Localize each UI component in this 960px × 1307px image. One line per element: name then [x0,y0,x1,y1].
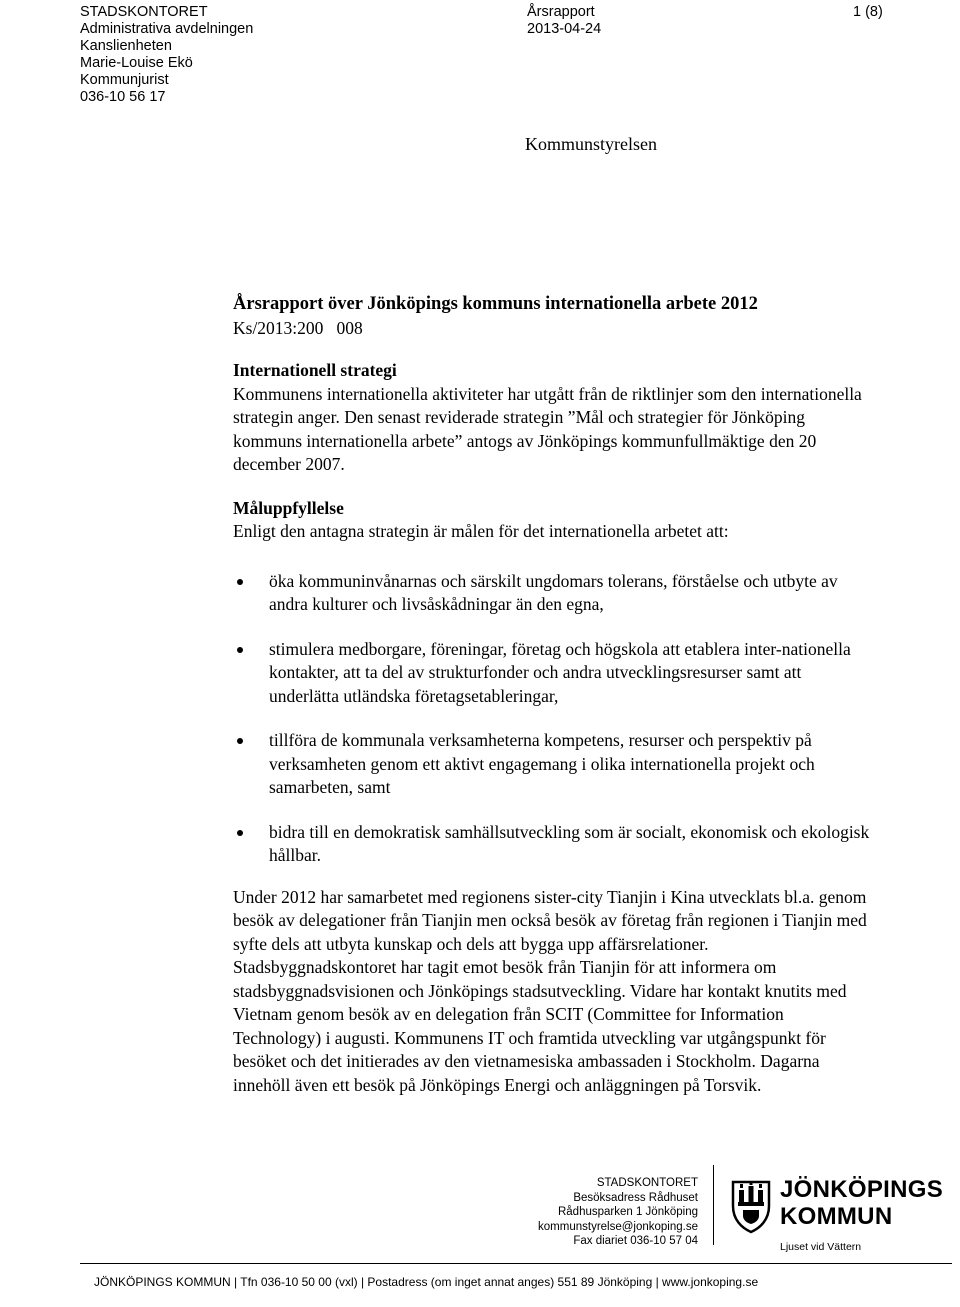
logo-slogan: Ljuset vid Vättern [780,1241,862,1253]
bullet-icon [237,647,243,653]
goals-list [233,570,873,868]
goals-intro: Enligt den antagna strategin är målen för det internationella arbetet att: [233,521,729,541]
goal-text: stimulera medborgare, föreningar, företag och högskola att etablera inter-nationella kontakter, att ta del av strukturfonder och andra utvecklingsresurser samt att underlätta utländska företagsetableringar, [269,638,851,706]
doc-meta [527,4,601,38]
footer-divider [713,1165,714,1245]
sender-block [80,4,253,106]
bullet-icon [237,830,243,836]
page-number: 1 (8) [853,4,883,20]
footer-email[interactable]: kommunstyrelse@jonkoping.se [538,1220,698,1233]
list-item [233,729,873,800]
goal-text: bidra till en demokratisk samhällsutveckling som är socialt, ekonomisk och ekologisk hållbar. [269,821,870,865]
section-heading-strategy: Internationell strategi [233,360,397,380]
sender-role: Kommunjurist [80,72,169,88]
sender-department: Administrativa avdelningen [80,21,254,37]
footer-contact [535,1176,698,1249]
bullet-icon [237,738,243,744]
document-title: Årsrapport över Jönköpings kommuns internationella arbete 2012 [233,294,758,314]
list-item [233,821,873,868]
closing-paragraph: Under 2012 har samarbetet med regionens sister-city Tianjin i Kina utvecklats bl.a. genom besök av delegationer från Tianjin men också besök av företag från regionen i Tianjin med syfte dels att utbyta kunskap och dels att bygga upp affärsrelationer. Stadsbyggnadskontoret har tagit emot besök från Tianjin för att informera om stadsbyggnadsvisionen och Jönköpings stadsutveckling. Vidare har kontakt knutits med Vietnam genom besök av en delegation från SCIT (Committee for Information Technology) i augusti. Kommunens IT och framtida utveckling var utgångspunkt för besöket och det initierades av den vietnamesiska ambassaden i Stockholm. Dagarna innehöll även ett besök på Jönköpings Energi och anläggningen på Torsvik. [233,886,867,1095]
document-body [233,293,873,1097]
logo-line2: KOMMUN [780,1203,893,1230]
goal-text: öka kommuninvånarnas och särskilt ungdomars tolerans, förståelse och utbyte av andra kulturer och livsåskådningar än den egna, [269,570,838,614]
doc-type: Årsrapport [527,4,595,20]
logo-wordmark [780,1176,943,1230]
footer-street: Rådhusparken 1 Jönköping [557,1206,698,1218]
logo-line1: JÖNKÖPINGS [780,1176,944,1203]
sender-org: STADSKONTORET [80,4,208,20]
section-heading-goals: Måluppfyllelse [233,497,344,518]
section-text-strategy: Kommunens internationella aktiviteter har utgått från de riktlinjer som den internationella strategin anger. Den senast reviderade strategin ”Mål och strategier för Jönköping kommuns internationella arbete” antogs av Jönköpings kommunfullmäktige den 20 december 2007. [233,383,862,474]
coat-of-arms-icon [730,1176,772,1234]
footer-org: STADSKONTORET [596,1177,698,1189]
list-item [233,570,873,617]
sender-unit: Kanslienheten [80,38,172,54]
footer-rule [80,1263,952,1264]
municipality-logo [728,1172,948,1262]
recipient: Kommunstyrelsen [525,134,657,154]
footer-bar: JÖNKÖPINGS KOMMUN | Tfn 036-10 50 00 (vxl) | Postadress (om inget annat anges) 551 89 Jönköping | www.jonkoping.se [94,1275,759,1289]
doc-date: 2013-04-24 [527,21,602,37]
footer-visit-address: Besöksadress Rådhuset [573,1191,698,1204]
goal-text: tillföra de kommunala verksamheterna kompetens, resurser och perspektiv på verksamheten genom ett aktivt engagemang i olika internationella projekt och samarbeten, samt [269,730,815,797]
footer-fax: Fax diariet 036-10 57 04 [573,1235,698,1247]
reference-number: Ks/2013:200 008 [233,317,363,338]
sender-phone: 036-10 56 17 [80,89,166,105]
sender-name: Marie-Louise Ekö [80,55,193,71]
list-item [233,638,873,709]
bullet-icon [237,579,243,585]
